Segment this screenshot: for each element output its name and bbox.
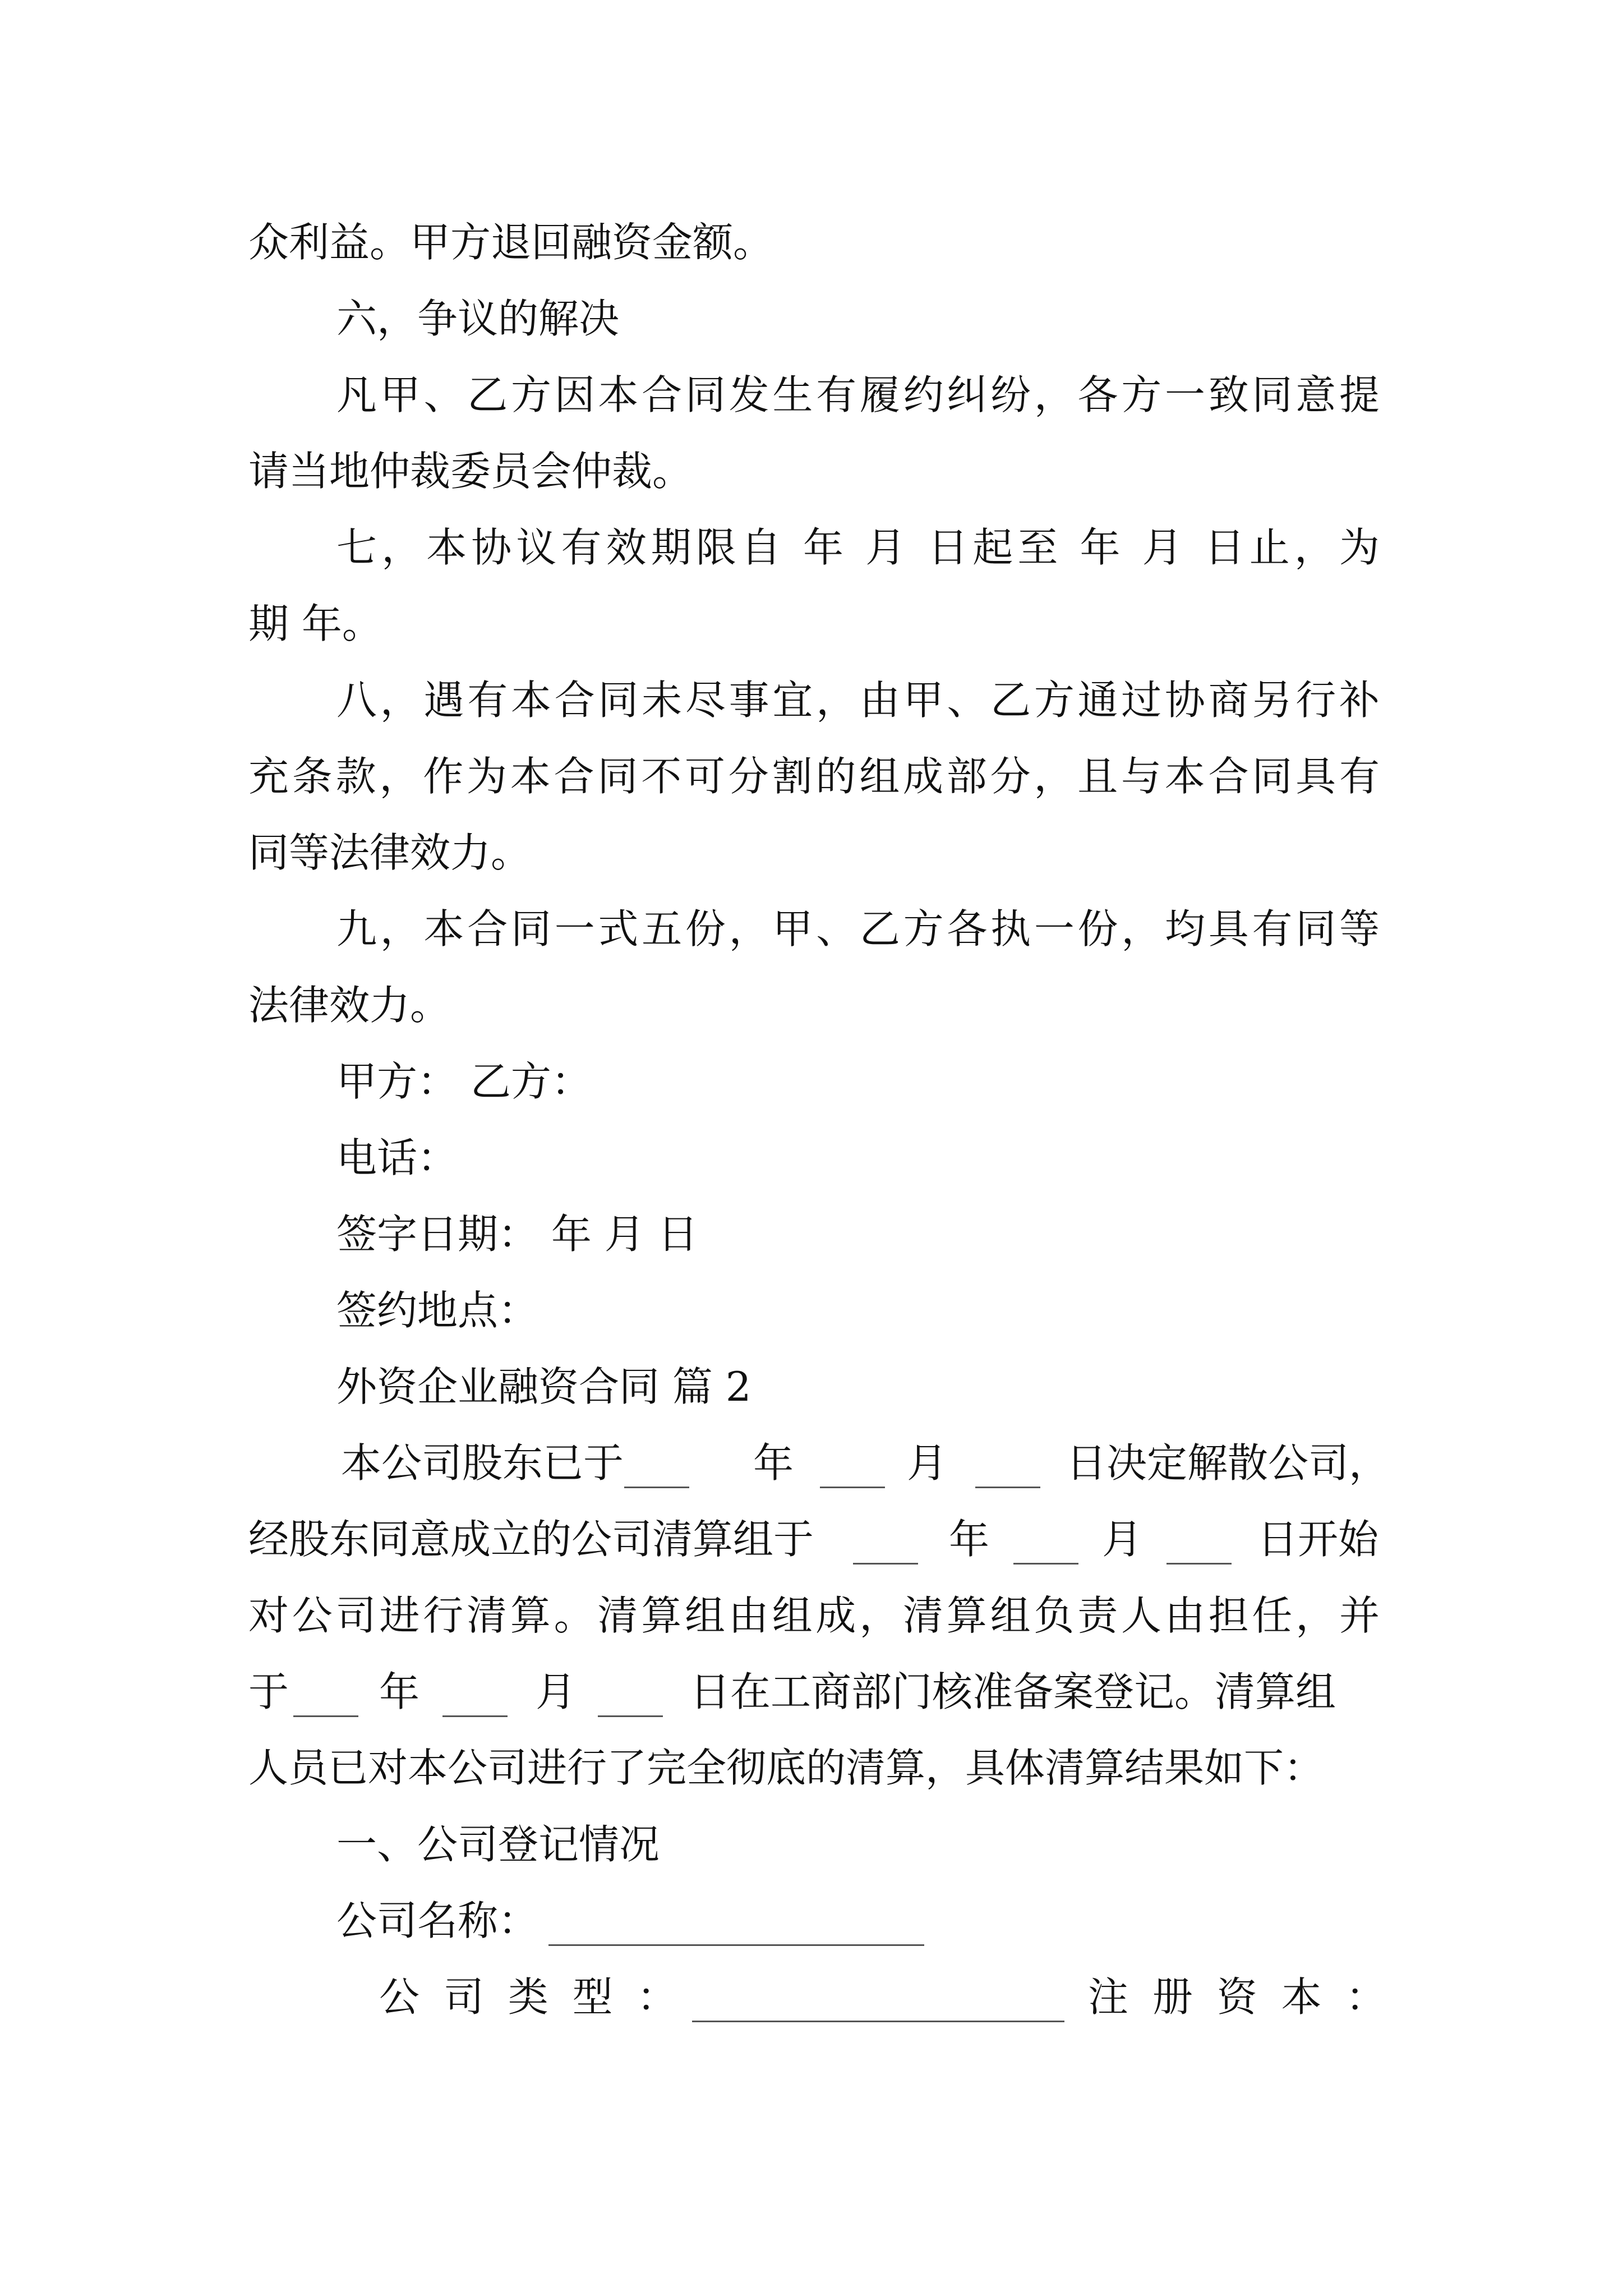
paragraph-line-end: 日决定解散公司， <box>1066 1439 1390 1487</box>
blank-underline <box>598 1715 663 1717</box>
date-unit-year: 年 <box>753 1439 794 1487</box>
paragraph-line: 期 年。 <box>248 600 382 647</box>
blank-underline <box>442 1715 508 1717</box>
date-unit-year: 年 <box>949 1516 990 1563</box>
blank-underline <box>853 1563 918 1565</box>
section-heading: 一、公司登记情况 <box>336 1821 660 1868</box>
date-unit-year: 年 <box>379 1668 420 1715</box>
signature-party-line: 甲方： 乙方： <box>336 1058 592 1105</box>
paragraph-line: 同等法律效力。 <box>248 829 532 876</box>
blank-underline <box>293 1715 358 1717</box>
blank-underline <box>820 1487 885 1488</box>
form-label-company-name: 公司名称： <box>336 1897 539 1944</box>
section-title: 外资企业融资合同 篇 2 <box>336 1363 751 1410</box>
blank-underline <box>1166 1563 1232 1565</box>
paragraph-line: 八，遇有本合同未尽事宜，由甲、乙方通过协商另行补 <box>336 677 1380 724</box>
paragraph-line: 充条款，作为本合同不可分割的组成部分，且与本合同具有 <box>248 753 1380 800</box>
form-label-company-type: 公 司 类 型 ： <box>379 1973 683 2021</box>
paragraph-line: 七，本协议有效期限自 年 月 日起至 年 月 日止，为 <box>336 524 1380 571</box>
paragraph-line: 九，本合同一式五份，甲、乙方各执一份，均具有同等 <box>336 905 1380 953</box>
paragraph-line-end: 日开始 <box>1257 1516 1379 1563</box>
paragraph-line: 请当地仲裁委员会仲裁。 <box>248 448 693 495</box>
company-type-underline <box>692 2021 1064 2022</box>
date-unit-month: 月 <box>536 1668 577 1715</box>
paragraph-line: 人员已对本公司进行了完全彻底的清算，具体清算结果如下： <box>248 1745 1324 1791</box>
blank-underline <box>1013 1563 1078 1565</box>
form-label-registered-capital: 注 册 资 本 ： <box>1088 1973 1392 2021</box>
section-heading: 六，争议的解决 <box>336 295 620 342</box>
blank-underline <box>624 1487 689 1488</box>
paragraph-line: 凡甲、乙方因本合同发生有履约纠纷，各方一致同意提 <box>336 371 1380 418</box>
signature-date-line: 签字日期： 年 月 日 <box>336 1211 698 1258</box>
date-unit-month: 月 <box>907 1439 948 1487</box>
paragraph-line-end: 日在工商部门核准备案登记。清算组 <box>690 1668 1336 1715</box>
paragraph-line: 众利益。甲方退回融资金额。 <box>248 219 774 266</box>
company-name-underline <box>548 1944 924 1946</box>
paragraph-line: 对公司进行清算。清算组由组成，清算组负责人由担任，并 <box>248 1592 1380 1639</box>
paragraph-line-start: 经股东同意成立的公司清算组于 <box>248 1516 814 1563</box>
paragraph-line: 法律效力。 <box>248 982 451 1029</box>
blank-underline <box>975 1487 1040 1488</box>
paragraph-line-start: 于 <box>248 1668 289 1715</box>
date-unit-month: 月 <box>1102 1516 1143 1563</box>
paragraph-line-start: 本公司股东已于 <box>341 1439 624 1487</box>
signature-phone-line: 电话： <box>336 1134 458 1181</box>
signature-place-line: 签约地点： <box>336 1287 539 1334</box>
